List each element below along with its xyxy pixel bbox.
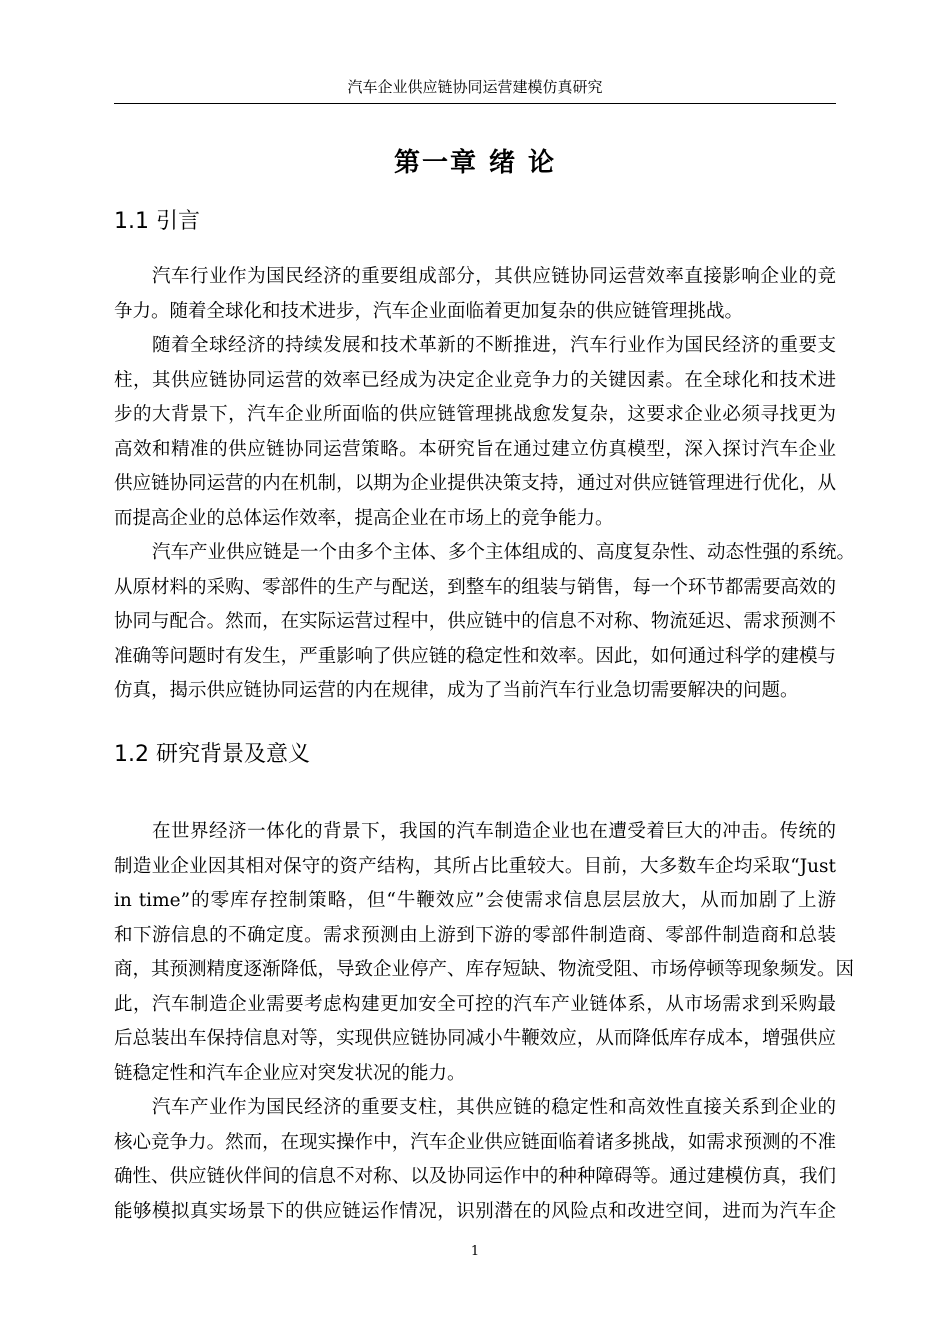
text-line: 核心竞争力。然而，在现实操作中，汽车企业供应链面临着诸多挑战，如需求预测的不准 (114, 1131, 836, 1153)
text-line: 此，汽车制造企业需要考虑构建更加安全可控的汽车产业链体系，从市场需求到采购最 (114, 993, 836, 1015)
text-line: 确性、供应链伙伴间的信息不对称、以及协同运作中的种种障碍等。通过建模仿真，我们 (114, 1166, 836, 1187)
text-line: 商，其预测精度逐渐降低，导致企业停产、库存短缺、物流受阻、市场停顿等现象频发。因 (114, 959, 855, 980)
text-line: 柱，其供应链协同运营的效率已经成为决定企业竞争力的关键因素。在全球化和技术进 (114, 369, 836, 391)
text-line: 制造业企业因其相对保守的资产结构，其所占比重较大。目前，大多数车企均采取“Just (114, 855, 836, 877)
paragraph (114, 260, 836, 329)
section-body-1-2 (114, 815, 855, 1229)
text-line: 争力。随着全球化和技术进步，汽车企业面临着更加复杂的供应链管理挑战。 (114, 300, 744, 322)
text-line: 汽车行业作为国民经济的重要组成部分，其供应链协同运营效率直接影响企业的竞 (152, 266, 836, 287)
text-line: 而提高企业的总体运作效率，提高企业在市场上的竞争能力。 (114, 507, 614, 529)
text-line: 仿真，揭示供应链协同运营的内在规律，成为了当前汽车行业急切需要解决的问题。 (114, 680, 799, 701)
text-line: in time”的零库存控制策略，但“牛鞭效应”会使需求信息层层放大，从而加剧了上游 (114, 890, 836, 911)
text-line: 链稳定性和汽车企业应对突发状况的能力。 (114, 1062, 466, 1084)
chapter-title: 第一章 绪 论 (393, 148, 557, 178)
text-line: 汽车产业供应链是一个由多个主体、多个主体组成的、高度复杂性、动态性强的系统。 (152, 542, 856, 563)
text-line: 协同与配合。然而，在实际运营过程中，供应链中的信息不对称、物流延迟、需求预测不 (114, 611, 836, 632)
header-rule (114, 103, 836, 104)
paragraph (114, 536, 856, 709)
text-line: 从原材料的采购、零部件的生产与配送，到整车的组装与销售，每一个环节都需要高效的 (114, 576, 836, 598)
paragraph (114, 1091, 836, 1229)
text-line: 能够模拟真实场景下的供应链运作情况，识别潜在的风险点和改进空间，进而为汽车企 (114, 1200, 836, 1222)
text-line: 高效和精准的供应链协同运营策略。本研究旨在通过建立仿真模型，深入探讨汽车企业 (114, 438, 836, 460)
text-line: 后总装出车保持信息对等，实现供应链协同减小牛鞭效应，从而降低库存成本，增强供应 (114, 1028, 836, 1049)
paragraph (114, 329, 836, 536)
text-line: 准确等问题时有发生，严重影响了供应链的稳定性和效率。因此，如何通过科学的建模与 (114, 645, 836, 667)
running-header: 汽车企业供应链协同运营建模仿真研究 (347, 78, 603, 96)
text-line: 和下游信息的不确定度。需求预测由上游到下游的零部件制造商、零部件制造商和总装 (114, 924, 836, 946)
text-line: 供应链协同运营的内在机制，以期为企业提供决策支持，通过对供应链管理进行优化，从 (114, 473, 836, 494)
section-heading-1-2: 1.2 研究背景及意义 (114, 742, 310, 767)
text-line: 步的大背景下，汽车企业所面临的供应链管理挑战愈发复杂，这要求企业必须寻找更为 (114, 404, 836, 425)
section-body-1-1 (114, 260, 856, 709)
section-heading-1-1: 1.1 引言 (114, 209, 200, 234)
paragraph (114, 815, 855, 1091)
text-line: 在世界经济一体化的背景下，我国的汽车制造企业也在遭受着巨大的冲击。传统的 (152, 821, 836, 842)
text-line: 随着全球经济的持续发展和技术革新的不断推进，汽车行业作为国民经济的重要支 (152, 335, 836, 356)
text-line: 汽车产业作为国民经济的重要支柱，其供应链的稳定性和高效性直接关系到企业的 (152, 1097, 836, 1118)
page-number: 1 (470, 1244, 480, 1259)
